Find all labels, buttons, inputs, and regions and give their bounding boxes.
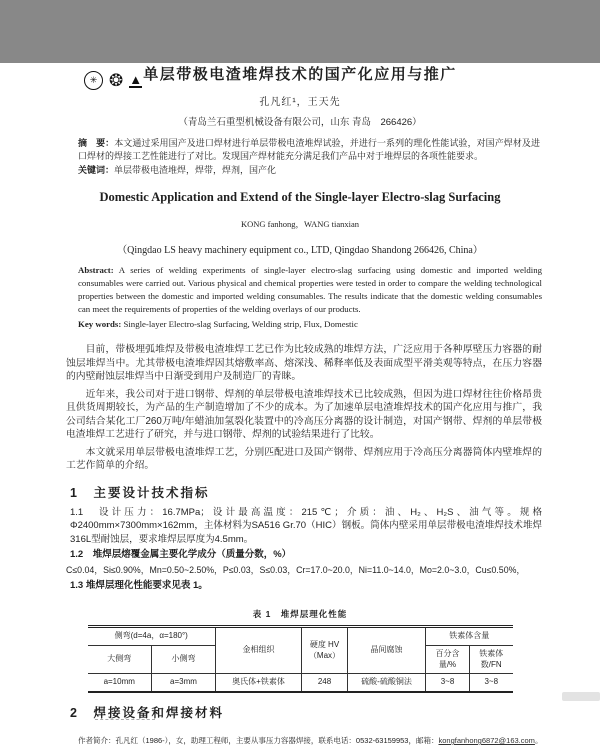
abstract-label-chinese: 摘 要： bbox=[78, 138, 115, 148]
table-header-row-1 bbox=[88, 627, 513, 646]
intro-paragraph-2: 近年来，我公司对于进口钢带、焊剂的单层带极电渣堆焊技术已比较成熟，但因为进口焊材往往价格昂贵且供货周期较长，为产品的生产制造增加了不少的成本。为了加速单层电渣堆焊技术的国产化应用与推广，我公司结合某化工厂260万吨/年蜡油加氢裂化装置中的冷高压分离器的设计制造，对国产钢带、焊剂的单层带极电渣堆焊工艺进行了研究，并与进口钢带、焊剂的试验结果进行了比较。 bbox=[66, 388, 542, 440]
col-header-hardness-line1: 硬度 HV bbox=[309, 639, 340, 649]
col-header-ferrite-group: 铁素体含量 bbox=[426, 627, 513, 646]
keywords-label-english: Key words: bbox=[78, 319, 122, 329]
cell-ferrite-number: 3~8 bbox=[470, 674, 513, 692]
abstract-text-chinese: 本文通过采用国产及进口焊材进行单层带极电渣堆焊试验，并进行一系列的理化性能试验，对国产焊材及进口焊材的焊接工艺性能进行了对比。发现国产焊材能充分满足我们产品中对于堆焊层的各项性能要求。 bbox=[78, 138, 540, 161]
col-header-hardness bbox=[302, 627, 348, 674]
table-row bbox=[88, 674, 513, 692]
abstract-text-english: A series of welding experiments of single-layer electro-slag surfacing using domestic and imported welding consumables were carried out. Various physical and chemical properties were tested in order to compare the welding technological properties between the domestic and imported welding consumables. The results indicate that the domestic welding consumables can meet the requirements of properties of the welding overlays of our products. bbox=[78, 265, 542, 314]
section-1-heading: 1 主要设计技术指标 bbox=[70, 485, 210, 500]
abstract-english bbox=[78, 264, 542, 316]
col-header-ferrite-number: 铁素体数/FN bbox=[470, 645, 513, 674]
intro-paragraph-3: 本文就采用单层带极电渣堆焊工艺，分别匹配进口及国产钢带、焊剂应用于冷高压分离器筒体内壁堆焊的工艺作简单的介绍。 bbox=[66, 446, 542, 471]
scanned-paper-page bbox=[0, 63, 600, 755]
col-header-bend-large: 大侧弯 bbox=[88, 645, 152, 674]
abstract-label-english: Abstract: bbox=[78, 265, 114, 275]
keywords-english bbox=[78, 318, 542, 331]
cell-ferrite-percent: 3~8 bbox=[426, 674, 470, 692]
col-header-bend-small: 小侧弯 bbox=[152, 645, 216, 674]
affiliation-english: （Qingdao LS heavy machinery equipment co., LTD, Qingdao Shandong 266426, China） bbox=[117, 245, 483, 256]
author-bio-period: 。 bbox=[534, 736, 543, 745]
cell-bend-large: a=10mm bbox=[88, 674, 152, 692]
col-header-ferrite-percent: 百分含量/% bbox=[426, 645, 470, 674]
section-1-2-heading: 1.2 堆焊层熔覆金属主要化学成分（质量分数，%） bbox=[70, 549, 292, 560]
cell-bend-small: a=3mm bbox=[152, 674, 216, 692]
author-email-link[interactable]: kongfanhong6872@163.com bbox=[438, 736, 535, 745]
authors-chinese: 孔凡红¹，王天先 bbox=[259, 97, 341, 108]
rosette-emblem-icon: ❂ bbox=[109, 71, 124, 90]
section-1-1-text: 1.1 设计压力：16.7MPa；设计最高温度：215℃；介质：油、H₂、H₂S、油气等。规格Φ2400mm×7300mm×162mm，主体材料为SA516 Gr.70（HIC）钢板。筒体内壁采用单层带极电渣堆焊技术堆焊316L型耐蚀层，要求堆焊层厚度为4.5mm。 bbox=[70, 506, 542, 545]
intro-paragraph-1: 目前，带极埋弧堆焊及带极电渣堆焊工艺已作为比较成熟的堆焊方法，广泛应用于各种厚壁压力容器的耐蚀层堆焊当中。尤其带极电渣堆焊因其熔敷率高、熔深浅、稀释率低及表面成型平滑美观等特点，在压力容器的内壁耐蚀层堆焊当中日渐受到用户及制造厂的青睐。 bbox=[66, 344, 542, 382]
journal-header-logos bbox=[84, 71, 142, 90]
chemical-composition-line: C≤0.04，Si≤0.90%，Mn=0.50~2.50%，P≤0.03，S≤0.03，Cr=17.0~20.0，Ni=11.0~14.0，Mo=2.0~3.0，Cu≤0.50%， bbox=[66, 564, 526, 575]
cell-metallography: 奥氏体+铁素体 bbox=[216, 674, 302, 692]
triangle-emblem-icon: ▲ bbox=[129, 72, 143, 87]
keywords-text-chinese: 单层带极电渣堆焊，焊带，焊剂，国产化 bbox=[114, 165, 277, 175]
keywords-chinese bbox=[78, 164, 540, 177]
cell-intergranular-corrosion: 硫酸-硫酸铜法 bbox=[348, 674, 426, 692]
abstract-chinese bbox=[78, 137, 540, 163]
table-1-weld-overlay-properties bbox=[88, 625, 513, 693]
cell-hardness: 248 bbox=[302, 674, 348, 692]
author-bio-footnote bbox=[78, 736, 560, 746]
authors-english: KONG fanhong，WANG tianxian bbox=[240, 219, 360, 229]
table-1-caption: 表 1 堆焊层理化性能 bbox=[252, 609, 348, 619]
keywords-text-english: Single-layer Electro-slag Surfacing, Welding strip, Flux, Domestic bbox=[123, 319, 358, 329]
col-header-intergranular-corrosion: 晶间腐蚀 bbox=[348, 627, 426, 674]
section-2-heading: 2 焊接设备和焊接材料 bbox=[70, 706, 224, 721]
col-header-hardness-line2: （Max） bbox=[308, 650, 341, 660]
paper-title-english: Domestic Application and Extend of the Single-layer Electro-slag Surfacing bbox=[99, 190, 501, 204]
col-header-metallography: 金相组织 bbox=[216, 627, 302, 674]
author-bio-text: 作者简介：孔凡红（1986-），女，助理工程师，主要从事压力容器焊接，联系电话：0532-63159953，邮箱： bbox=[78, 736, 439, 745]
keywords-label-chinese: 关键词： bbox=[78, 165, 115, 175]
paper-title-chinese: 单层带极电渣堆焊技术的国产化应用与推广 bbox=[143, 66, 457, 83]
col-header-side-bend-group: 侧弯(d=4a，α=180°) bbox=[88, 627, 216, 646]
journal-seal-icon: ✳ bbox=[84, 71, 103, 90]
section-1-3-heading: 1.3 堆焊层理化性能要求见表 1。 bbox=[70, 579, 208, 591]
scan-artifact bbox=[562, 692, 600, 701]
affiliation-chinese: （青岛兰石重型机械设备有限公司，山东 青岛 266426） bbox=[178, 117, 422, 128]
footnote-separator bbox=[95, 719, 155, 720]
